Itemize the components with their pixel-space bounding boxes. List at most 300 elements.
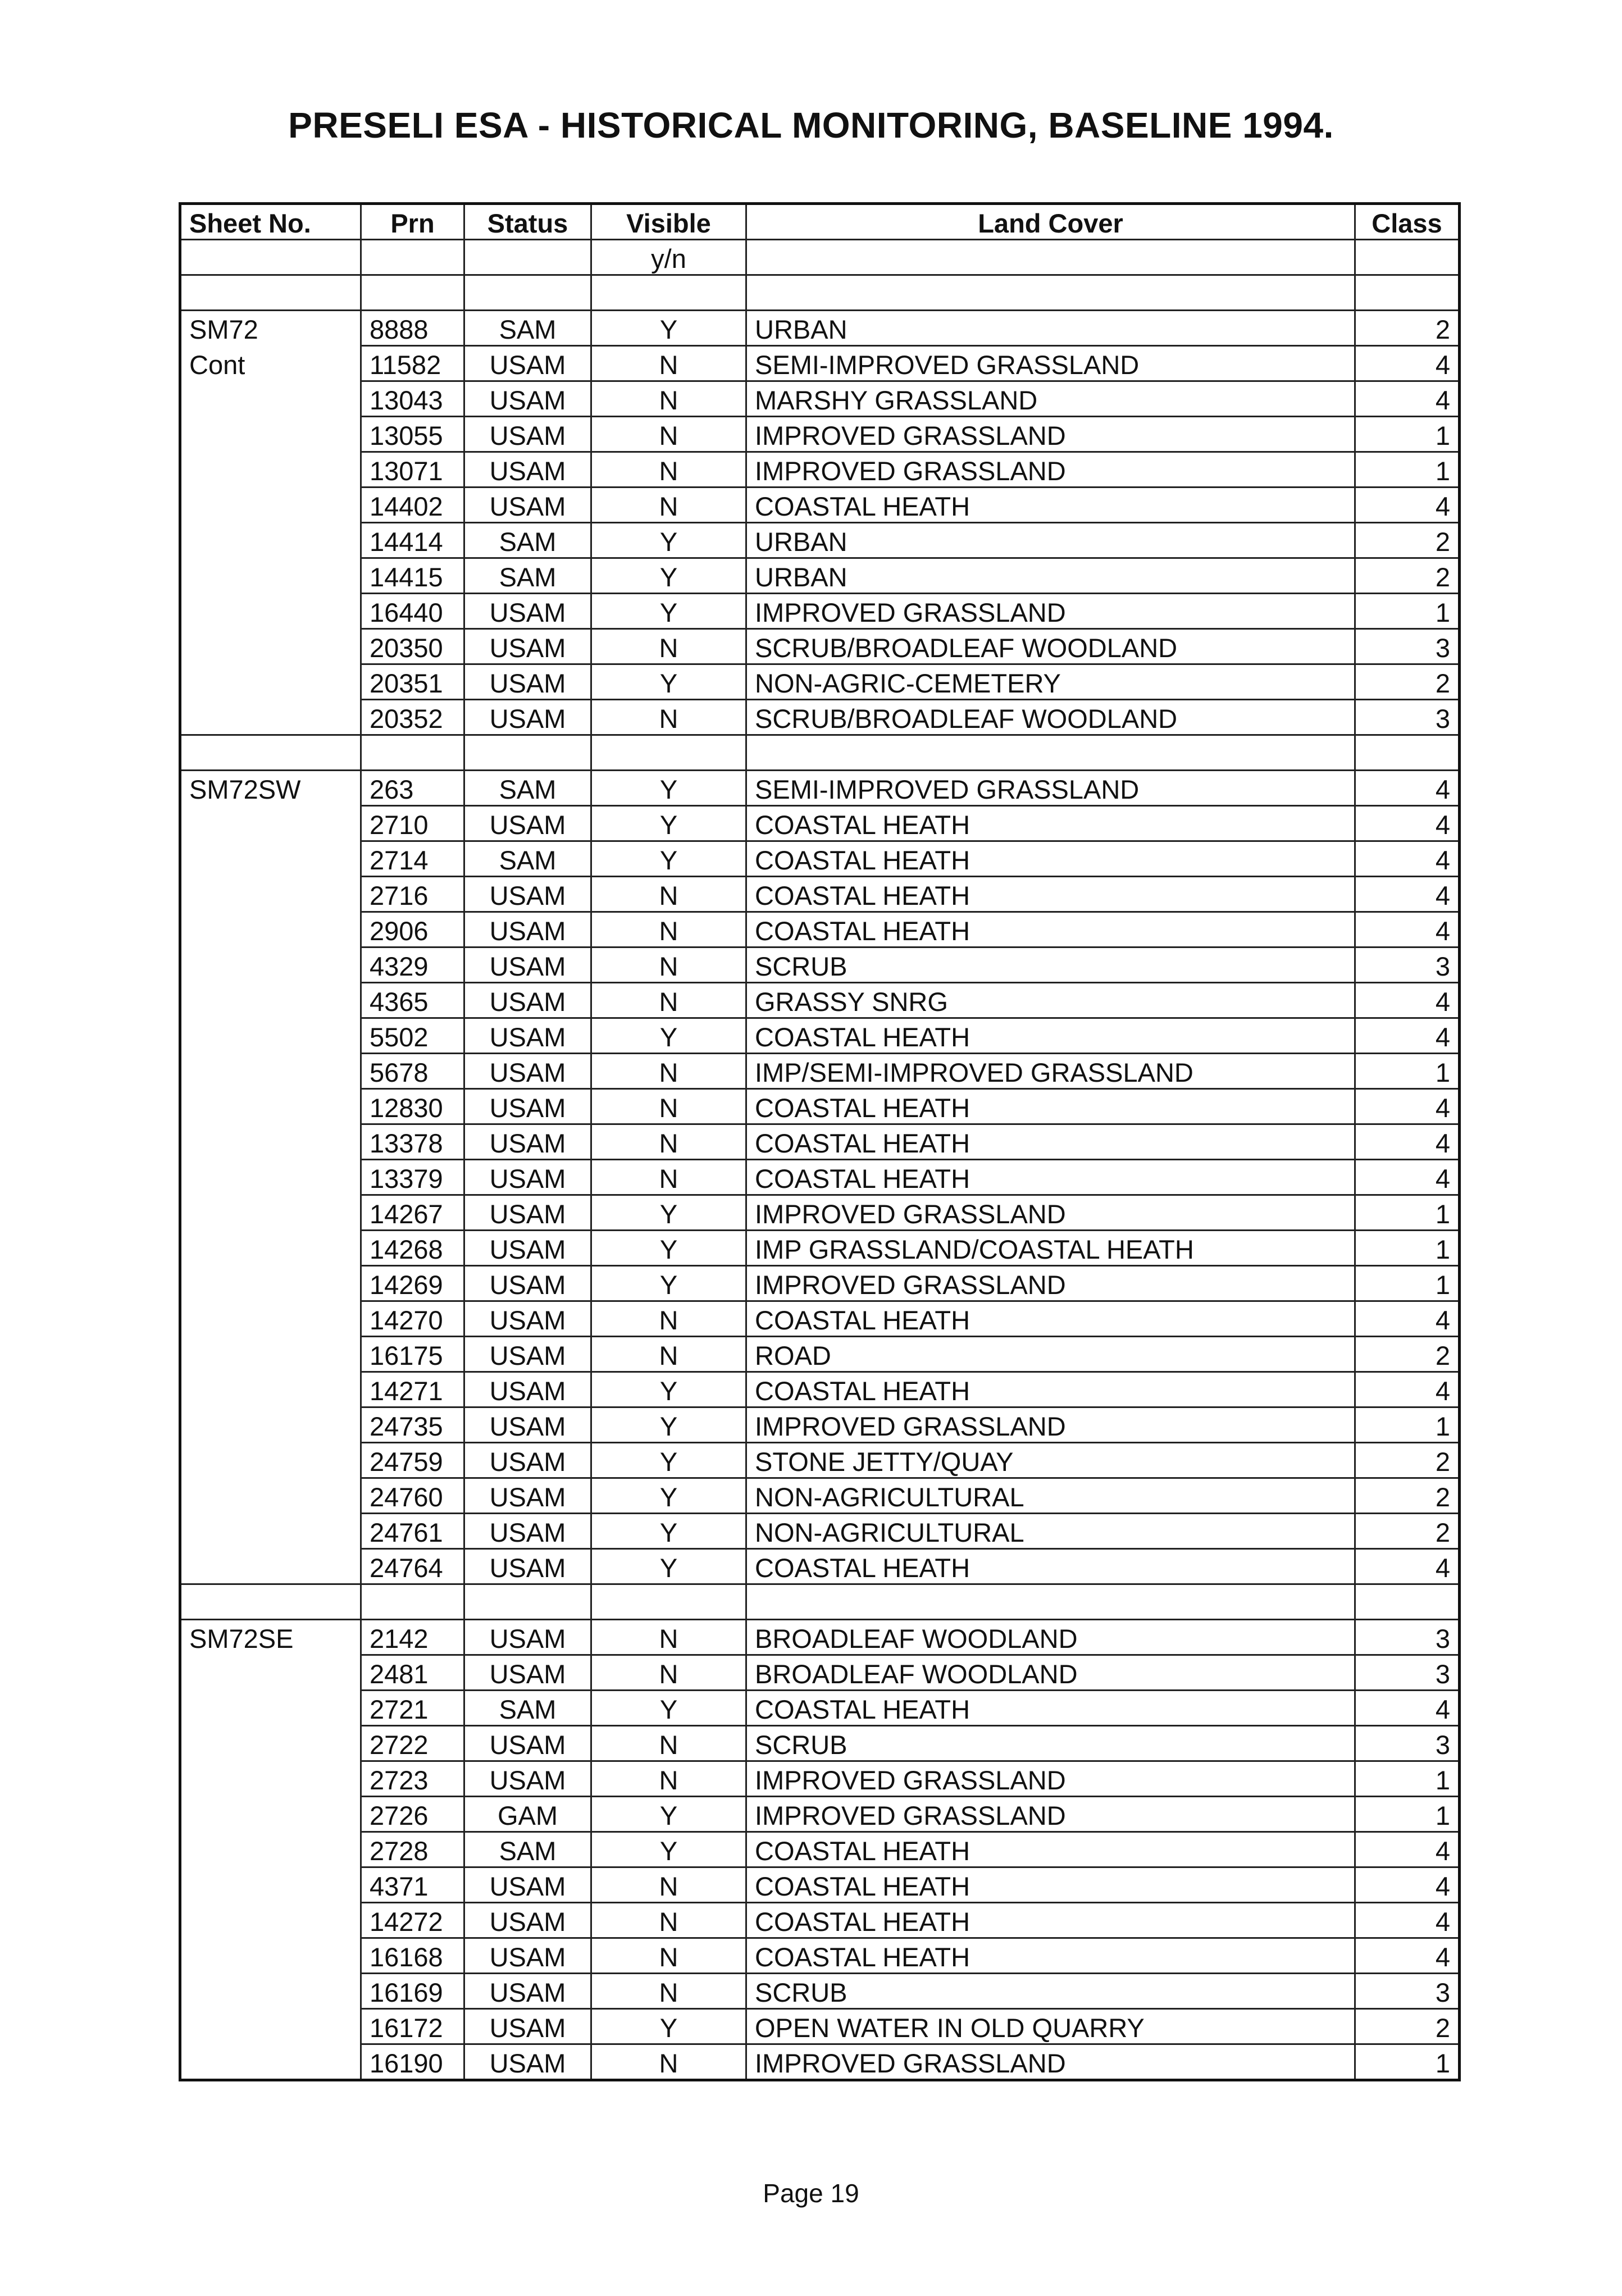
status-cell: USAM (464, 664, 591, 700)
class-cell: 1 (1355, 2044, 1460, 2080)
class-cell: 1 (1355, 1407, 1460, 1443)
sheet-no-cell (180, 1867, 361, 1903)
land-cover-cell: IMPROVED GRASSLAND (746, 1407, 1355, 1443)
sheet-no-cell (180, 1974, 361, 2009)
land-cover-cell: SCRUB (746, 947, 1355, 983)
land-cover-cell: COASTAL HEATH (746, 1372, 1355, 1407)
status-cell: USAM (464, 1620, 591, 1655)
sheet-no-cell (180, 1443, 361, 1478)
status-cell: SAM (464, 558, 591, 594)
class-cell: 1 (1355, 1195, 1460, 1231)
visible-cell: N (591, 452, 746, 488)
empty-cell (1355, 735, 1460, 771)
class-cell: 1 (1355, 417, 1460, 452)
table-row (180, 2009, 1460, 2044)
class-cell: 4 (1355, 1372, 1460, 1407)
land-cover-cell: COASTAL HEATH (746, 1089, 1355, 1124)
status-cell: USAM (464, 1974, 591, 2009)
prn-cell: 14271 (361, 1372, 464, 1407)
sheet-no-cell (180, 700, 361, 735)
prn-cell: 2142 (361, 1620, 464, 1655)
table-row (180, 912, 1460, 947)
visible-cell: Y (591, 311, 746, 346)
status-cell: USAM (464, 346, 591, 381)
sheet-no-cell (180, 1726, 361, 1761)
status-cell: USAM (464, 912, 591, 947)
visible-cell: N (591, 417, 746, 452)
status-cell: USAM (464, 1761, 591, 1797)
prn-cell: 2716 (361, 877, 464, 912)
land-cover-cell: MARSHY GRASSLAND (746, 381, 1355, 417)
table-row (180, 1337, 1460, 1372)
visible-cell: Y (591, 1832, 746, 1867)
land-cover-cell: IMPROVED GRASSLAND (746, 1797, 1355, 1832)
sheet-no-cell (180, 1301, 361, 1337)
class-cell: 4 (1355, 771, 1460, 806)
empty-cell (180, 1584, 361, 1620)
visible-cell: N (591, 912, 746, 947)
class-cell: 4 (1355, 841, 1460, 877)
prn-cell: 14270 (361, 1301, 464, 1337)
class-cell: 2 (1355, 2009, 1460, 2044)
status-cell: USAM (464, 629, 591, 664)
class-cell: 4 (1355, 488, 1460, 523)
sheet-no-cell (180, 1266, 361, 1301)
header-status: Status (464, 204, 591, 240)
status-cell: USAM (464, 1301, 591, 1337)
land-cover-cell: COASTAL HEATH (746, 1124, 1355, 1160)
status-cell: SAM (464, 1691, 591, 1726)
status-cell: USAM (464, 1266, 591, 1301)
land-cover-cell: IMPROVED GRASSLAND (746, 2044, 1355, 2080)
class-cell: 4 (1355, 912, 1460, 947)
table-row (180, 1089, 1460, 1124)
empty-cell (591, 735, 746, 771)
table-row (180, 1903, 1460, 1938)
sheet-no-cell: SM72SE (180, 1620, 361, 1655)
table-row (180, 1443, 1460, 1478)
table-row (180, 877, 1460, 912)
prn-cell: 16169 (361, 1974, 464, 2009)
status-cell: USAM (464, 1478, 591, 1514)
visible-cell: N (591, 983, 746, 1018)
prn-cell: 2714 (361, 841, 464, 877)
table-row (180, 1301, 1460, 1337)
status-cell: USAM (464, 452, 591, 488)
sheet-no-cell (180, 1407, 361, 1443)
visible-cell: Y (591, 1266, 746, 1301)
table-row (180, 1691, 1460, 1726)
table-row (180, 1054, 1460, 1089)
status-cell: USAM (464, 877, 591, 912)
visible-cell: Y (591, 1231, 746, 1266)
prn-cell: 5502 (361, 1018, 464, 1054)
class-cell: 1 (1355, 1761, 1460, 1797)
status-cell: USAM (464, 947, 591, 983)
sheet-no-cell (180, 452, 361, 488)
class-cell: 4 (1355, 1301, 1460, 1337)
table-row (180, 594, 1460, 629)
land-cover-cell: COASTAL HEATH (746, 806, 1355, 841)
table-row (180, 841, 1460, 877)
land-cover-cell: NON-AGRIC-CEMETERY (746, 664, 1355, 700)
land-cover-cell: COASTAL HEATH (746, 488, 1355, 523)
sheet-no-cell (180, 1903, 361, 1938)
class-cell: 2 (1355, 523, 1460, 558)
land-cover-cell: COASTAL HEATH (746, 1160, 1355, 1195)
sheet-no-cell (180, 417, 361, 452)
sheet-no-cell: SM72 (180, 311, 361, 346)
table-row (180, 1372, 1460, 1407)
sheet-no-cell (180, 1195, 361, 1231)
visible-cell: N (591, 346, 746, 381)
status-cell: USAM (464, 594, 591, 629)
prn-cell: 4329 (361, 947, 464, 983)
table-row (180, 1124, 1460, 1160)
sheet-no-cell (180, 1514, 361, 1549)
land-cover-cell: STONE JETTY/QUAY (746, 1443, 1355, 1478)
land-cover-cell: COASTAL HEATH (746, 1832, 1355, 1867)
status-cell: USAM (464, 381, 591, 417)
empty-cell (464, 735, 591, 771)
empty-cell (464, 275, 591, 311)
table-row (180, 1514, 1460, 1549)
header-blank (361, 240, 464, 275)
visible-cell: Y (591, 841, 746, 877)
status-cell: USAM (464, 1726, 591, 1761)
empty-cell (591, 275, 746, 311)
visible-cell: N (591, 2044, 746, 2080)
sheet-no-cell (180, 1160, 361, 1195)
sheet-no-cell (180, 1938, 361, 1974)
table-row (180, 664, 1460, 700)
visible-cell: N (591, 629, 746, 664)
status-cell: USAM (464, 1231, 591, 1266)
status-cell: USAM (464, 983, 591, 1018)
visible-cell: N (591, 381, 746, 417)
prn-cell: 2481 (361, 1655, 464, 1691)
prn-cell: 13379 (361, 1160, 464, 1195)
empty-cell (746, 275, 1355, 311)
class-cell: 4 (1355, 806, 1460, 841)
class-cell: 4 (1355, 1867, 1460, 1903)
class-cell: 2 (1355, 558, 1460, 594)
land-cover-cell: URBAN (746, 558, 1355, 594)
visible-cell: Y (591, 664, 746, 700)
table-row (180, 452, 1460, 488)
table-row (180, 1726, 1460, 1761)
status-cell: USAM (464, 1443, 591, 1478)
sheet-no-cell (180, 806, 361, 841)
land-cover-cell: COASTAL HEATH (746, 1903, 1355, 1938)
header-blank (464, 240, 591, 275)
status-cell: SAM (464, 311, 591, 346)
visible-cell: Y (591, 1018, 746, 1054)
status-cell: USAM (464, 1407, 591, 1443)
sheet-no-cell (180, 664, 361, 700)
prn-cell: 263 (361, 771, 464, 806)
sheet-no-cell (180, 1337, 361, 1372)
status-cell: GAM (464, 1797, 591, 1832)
empty-cell (361, 735, 464, 771)
sheet-no-cell (180, 841, 361, 877)
empty-cell (1355, 275, 1460, 311)
prn-cell: 2728 (361, 1832, 464, 1867)
prn-cell: 20350 (361, 629, 464, 664)
prn-cell: 14267 (361, 1195, 464, 1231)
status-cell: USAM (464, 1938, 591, 1974)
land-cover-cell: SCRUB (746, 1726, 1355, 1761)
table-row (180, 1867, 1460, 1903)
land-cover-cell: COASTAL HEATH (746, 1938, 1355, 1974)
header-blank (746, 240, 1355, 275)
prn-cell: 14269 (361, 1266, 464, 1301)
land-cover-cell: IMP GRASSLAND/COASTAL HEATH (746, 1231, 1355, 1266)
status-cell: SAM (464, 1832, 591, 1867)
prn-cell: 14272 (361, 1903, 464, 1938)
class-cell: 4 (1355, 381, 1460, 417)
land-cover-cell: ROAD (746, 1337, 1355, 1372)
sheet-no-cell (180, 1054, 361, 1089)
prn-cell: 16172 (361, 2009, 464, 2044)
prn-cell: 14415 (361, 558, 464, 594)
sheet-no-cell (180, 1372, 361, 1407)
prn-cell: 2722 (361, 1726, 464, 1761)
prn-cell: 24760 (361, 1478, 464, 1514)
visible-cell: Y (591, 1407, 746, 1443)
sheet-no-cell (180, 1691, 361, 1726)
class-cell: 2 (1355, 311, 1460, 346)
sheet-no-cell (180, 558, 361, 594)
class-cell: 4 (1355, 1938, 1460, 1974)
status-cell: USAM (464, 1054, 591, 1089)
table-row (180, 1797, 1460, 1832)
class-cell: 4 (1355, 983, 1460, 1018)
visible-cell: N (591, 1974, 746, 2009)
spacer-row (180, 1584, 1460, 1620)
visible-cell: N (591, 1089, 746, 1124)
visible-cell: N (591, 877, 746, 912)
sheet-no-cell (180, 1231, 361, 1266)
status-cell: SAM (464, 771, 591, 806)
land-cover-cell: IMPROVED GRASSLAND (746, 1195, 1355, 1231)
land-cover-cell: COASTAL HEATH (746, 1867, 1355, 1903)
table-row (180, 1478, 1460, 1514)
visible-cell: Y (591, 771, 746, 806)
visible-cell: N (591, 1054, 746, 1089)
empty-cell (180, 735, 361, 771)
land-cover-cell: OPEN WATER IN OLD QUARRY (746, 2009, 1355, 2044)
status-cell: USAM (464, 417, 591, 452)
class-cell: 4 (1355, 1691, 1460, 1726)
sheet-no-cell (180, 983, 361, 1018)
prn-cell: 11582 (361, 346, 464, 381)
empty-cell (180, 275, 361, 311)
status-cell: USAM (464, 1372, 591, 1407)
sheet-no-cell (180, 1478, 361, 1514)
land-cover-cell: URBAN (746, 523, 1355, 558)
class-cell: 3 (1355, 1974, 1460, 2009)
visible-cell: Y (591, 1372, 746, 1407)
table-row (180, 417, 1460, 452)
table-row (180, 700, 1460, 735)
class-cell: 4 (1355, 1903, 1460, 1938)
visible-cell: N (591, 1160, 746, 1195)
sheet-no-cell (180, 912, 361, 947)
table-row (180, 1761, 1460, 1797)
visible-cell: Y (591, 1691, 746, 1726)
prn-cell: 13055 (361, 417, 464, 452)
land-cover-cell: COASTAL HEATH (746, 1301, 1355, 1337)
sheet-no-cell (180, 629, 361, 664)
class-cell: 1 (1355, 1797, 1460, 1832)
visible-cell: Y (591, 1195, 746, 1231)
prn-cell: 2726 (361, 1797, 464, 1832)
sheet-no-cell (180, 947, 361, 983)
class-cell: 2 (1355, 1478, 1460, 1514)
land-cover-cell: IMPROVED GRASSLAND (746, 1761, 1355, 1797)
prn-cell: 16190 (361, 2044, 464, 2080)
table-row (180, 381, 1460, 417)
class-cell: 2 (1355, 1337, 1460, 1372)
header-land-cover: Land Cover (746, 204, 1355, 240)
header-row (180, 204, 1460, 240)
land-cover-cell: NON-AGRICULTURAL (746, 1478, 1355, 1514)
sheet-no-cell (180, 488, 361, 523)
prn-cell: 24764 (361, 1549, 464, 1584)
prn-cell: 2710 (361, 806, 464, 841)
sheet-no-cell (180, 1018, 361, 1054)
class-cell: 3 (1355, 1655, 1460, 1691)
land-cover-cell: SCRUB/BROADLEAF WOODLAND (746, 629, 1355, 664)
header-prn: Prn (361, 204, 464, 240)
table-row (180, 1832, 1460, 1867)
status-cell: USAM (464, 1160, 591, 1195)
sheet-no-cell (180, 381, 361, 417)
table-row (180, 1407, 1460, 1443)
class-cell: 1 (1355, 594, 1460, 629)
class-cell: 4 (1355, 877, 1460, 912)
visible-cell: N (591, 1337, 746, 1372)
status-cell: USAM (464, 1089, 591, 1124)
header-blank (1355, 240, 1460, 275)
status-cell: USAM (464, 1124, 591, 1160)
land-cover-cell: BROADLEAF WOODLAND (746, 1655, 1355, 1691)
prn-cell: 16175 (361, 1337, 464, 1372)
sheet-no-cell (180, 1655, 361, 1691)
visible-cell: Y (591, 594, 746, 629)
header-sub-row (180, 240, 1460, 275)
table-row (180, 1549, 1460, 1584)
table-row (180, 346, 1460, 381)
land-cover-cell: GRASSY SNRG (746, 983, 1355, 1018)
land-cover-cell: COASTAL HEATH (746, 1018, 1355, 1054)
sheet-no-cell: SM72SW (180, 771, 361, 806)
class-cell: 4 (1355, 1124, 1460, 1160)
status-cell: USAM (464, 806, 591, 841)
monitoring-table (179, 202, 1461, 2081)
prn-cell: 16440 (361, 594, 464, 629)
header-visible-yn: y/n (591, 240, 746, 275)
prn-cell: 13043 (361, 381, 464, 417)
prn-cell: 16168 (361, 1938, 464, 1974)
table-row (180, 629, 1460, 664)
table-row (180, 488, 1460, 523)
prn-cell: 14414 (361, 523, 464, 558)
status-cell: USAM (464, 1903, 591, 1938)
visible-cell: N (591, 1761, 746, 1797)
empty-cell (464, 1584, 591, 1620)
prn-cell: 20351 (361, 664, 464, 700)
status-cell: SAM (464, 841, 591, 877)
table-row (180, 2044, 1460, 2080)
prn-cell: 4365 (361, 983, 464, 1018)
table-row (180, 311, 1460, 346)
status-cell: USAM (464, 1549, 591, 1584)
status-cell: USAM (464, 1514, 591, 1549)
prn-cell: 8888 (361, 311, 464, 346)
spacer-row (180, 735, 1460, 771)
class-cell: 3 (1355, 947, 1460, 983)
visible-cell: N (591, 488, 746, 523)
table-row (180, 523, 1460, 558)
visible-cell: N (591, 947, 746, 983)
sheet-no-cell (180, 2044, 361, 2080)
sheet-no-cell (180, 1761, 361, 1797)
class-cell: 3 (1355, 629, 1460, 664)
sheet-no-cell (180, 523, 361, 558)
class-cell: 2 (1355, 664, 1460, 700)
table-row (180, 1266, 1460, 1301)
visible-cell: Y (591, 1514, 746, 1549)
status-cell: USAM (464, 2044, 591, 2080)
visible-cell: N (591, 1301, 746, 1337)
empty-cell (591, 1584, 746, 1620)
land-cover-cell: COASTAL HEATH (746, 1549, 1355, 1584)
prn-cell: 13378 (361, 1124, 464, 1160)
header-sheet-no: Sheet No. (180, 204, 361, 240)
land-cover-cell: SEMI-IMPROVED GRASSLAND (746, 771, 1355, 806)
class-cell: 1 (1355, 452, 1460, 488)
land-cover-cell: IMP/SEMI-IMPROVED GRASSLAND (746, 1054, 1355, 1089)
visible-cell: N (591, 1620, 746, 1655)
sheet-no-cell (180, 1089, 361, 1124)
class-cell: 4 (1355, 1089, 1460, 1124)
visible-cell: Y (591, 523, 746, 558)
prn-cell: 24761 (361, 1514, 464, 1549)
sheet-no-cell (180, 877, 361, 912)
sheet-no-cell (180, 1549, 361, 1584)
table-row (180, 771, 1460, 806)
class-cell: 3 (1355, 700, 1460, 735)
status-cell: USAM (464, 1018, 591, 1054)
status-cell: USAM (464, 2009, 591, 2044)
class-cell: 4 (1355, 1160, 1460, 1195)
sheet-no-cell: Cont (180, 346, 361, 381)
prn-cell: 13071 (361, 452, 464, 488)
visible-cell: Y (591, 806, 746, 841)
status-cell: USAM (464, 1655, 591, 1691)
visible-cell: Y (591, 2009, 746, 2044)
class-cell: 1 (1355, 1231, 1460, 1266)
visible-cell: N (591, 1867, 746, 1903)
table-row (180, 1018, 1460, 1054)
visible-cell: N (591, 1655, 746, 1691)
table-row (180, 1160, 1460, 1195)
table-row (180, 1655, 1460, 1691)
land-cover-cell: IMPROVED GRASSLAND (746, 417, 1355, 452)
class-cell: 2 (1355, 1514, 1460, 1549)
